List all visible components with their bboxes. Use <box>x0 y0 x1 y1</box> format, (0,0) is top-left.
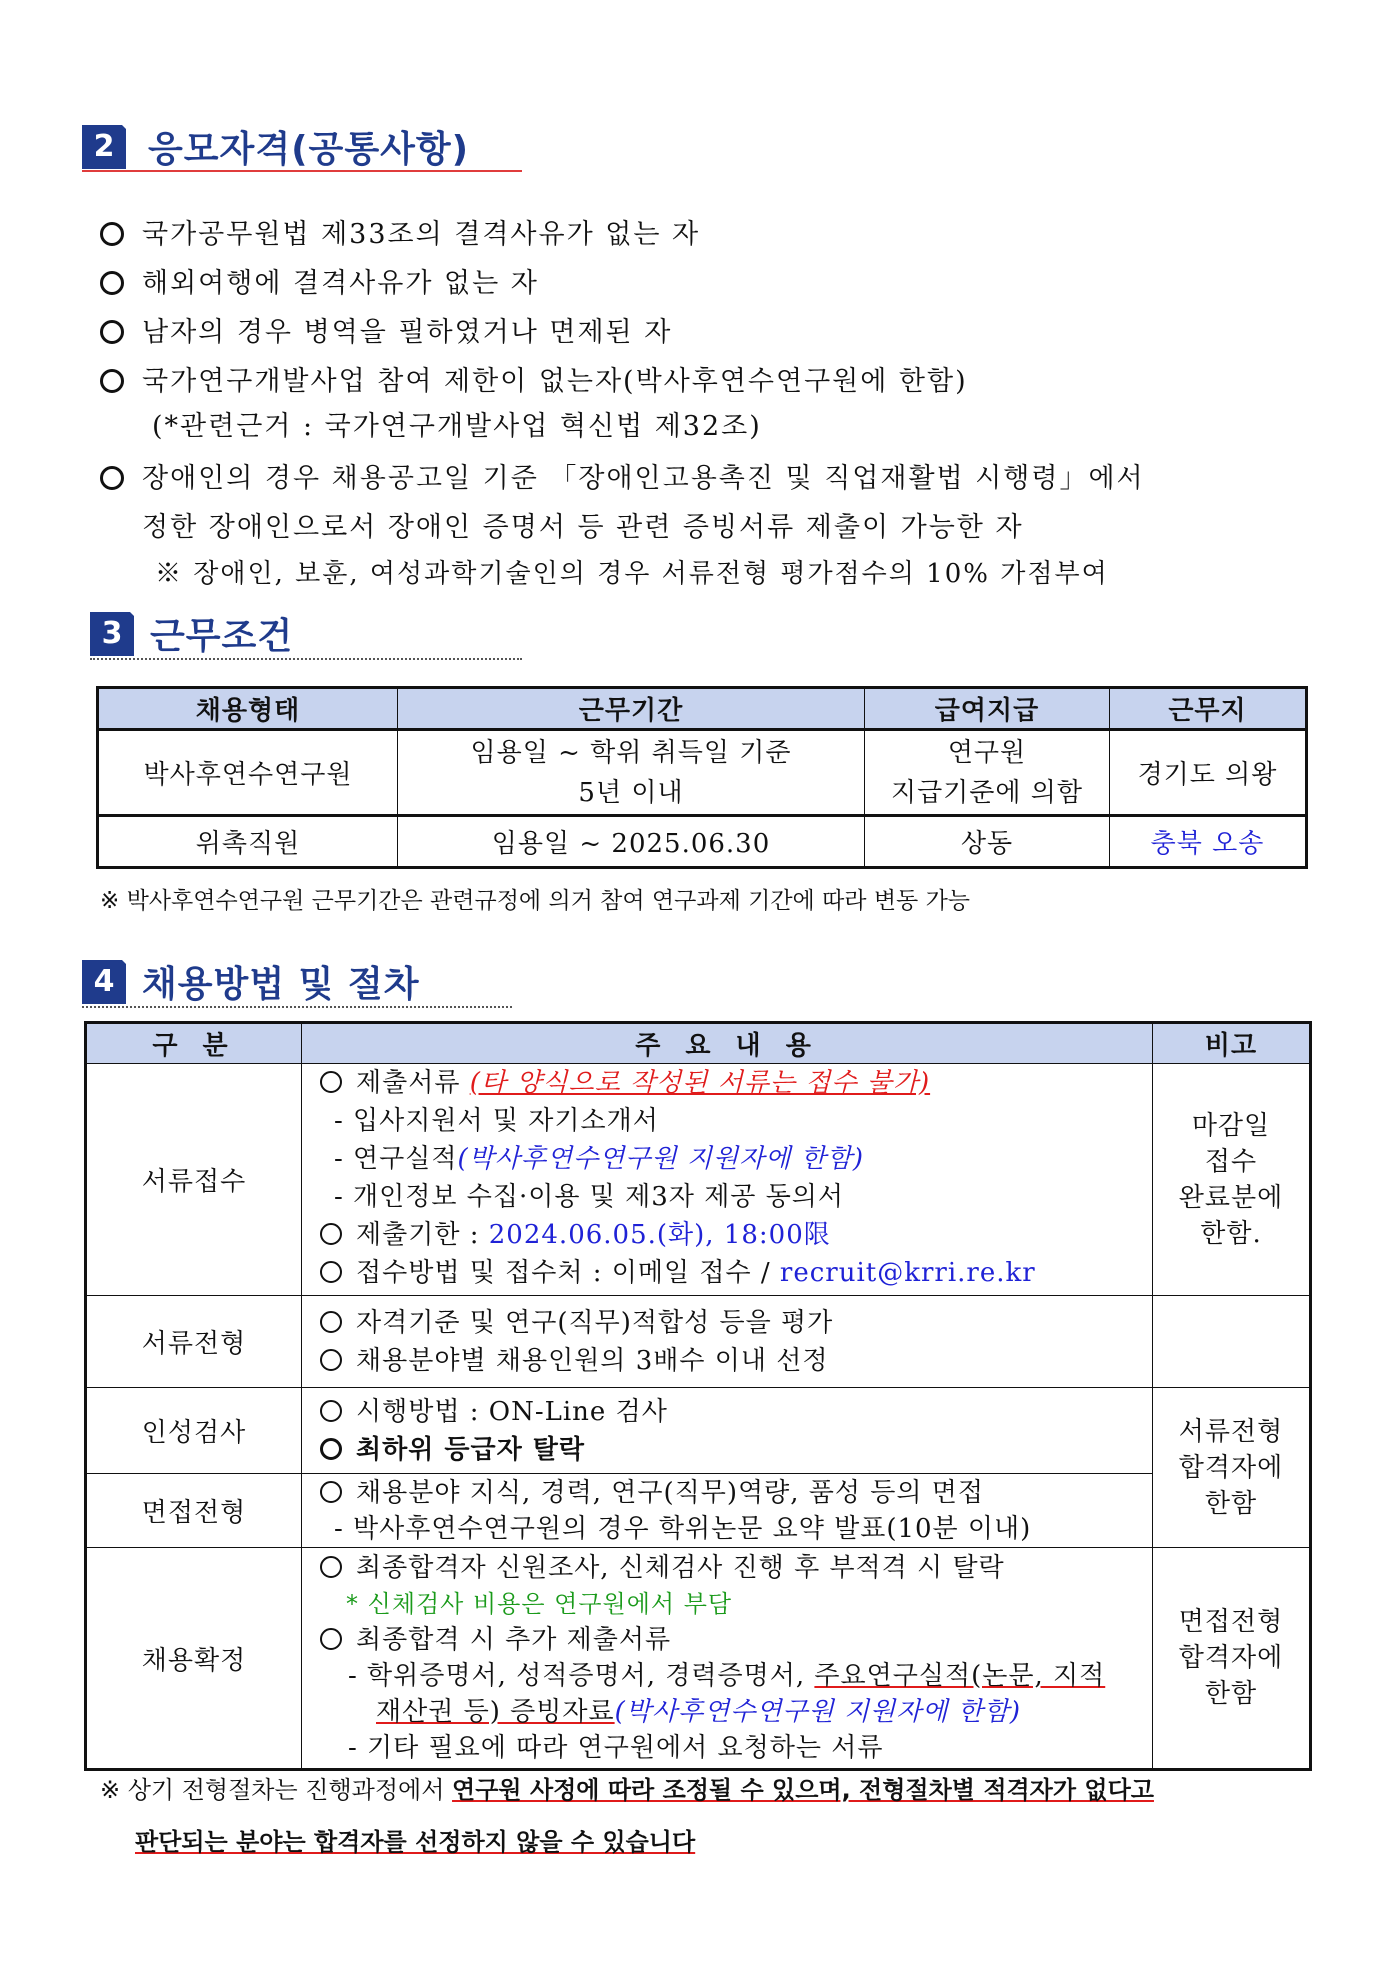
table-cell: 서류접수 <box>86 1064 302 1296</box>
circle-bullet-icon <box>320 1628 342 1650</box>
cell-line: * 신체검사 비용은 연구원에서 부담 <box>346 1590 733 1618</box>
work-conditions-table <box>96 686 1308 869</box>
table-header: 근무기간 <box>398 688 865 730</box>
cell-line: - 개인정보 수집·이용 및 제3자 제공 동의서 <box>334 1182 845 1212</box>
cell-line: 채용분야 지식, 경력, 연구(직무)역량, 품성 등의 면접 <box>320 1475 1152 1511</box>
table-header: 채용형태 <box>98 688 398 730</box>
cell-line: 자격기준 및 연구(직무)적합성 등을 평가 <box>320 1304 1152 1342</box>
table-cell: 임용일 ~ 2025.06.30 <box>398 816 865 868</box>
cell-line: 최종합격자 신원조사, 신체검사 진행 후 부적격 시 탈락 <box>320 1550 1152 1586</box>
circle-bullet-icon <box>100 320 124 344</box>
section-number: 3 <box>90 612 134 656</box>
table-header: 구 분 <box>86 1023 302 1064</box>
table-cell: 상동 <box>865 816 1110 868</box>
table-cell: 면접전형 <box>86 1474 302 1548</box>
cell-line: 지급기준에 의함 <box>890 777 1084 808</box>
circle-bullet-icon <box>320 1400 342 1422</box>
cell-line: - 기타 필요에 따라 연구원에서 요청하는 서류 <box>348 1733 884 1763</box>
table-cell <box>302 1296 1153 1388</box>
table-header: 비고 <box>1153 1023 1311 1064</box>
cell-line: 합격자에 <box>1178 1643 1284 1673</box>
table-row <box>86 1296 1311 1388</box>
section-underline <box>82 1006 512 1008</box>
cell-line: 제출서류 (타 양식으로 작성된 서류는 접수 불가) <box>320 1064 1152 1102</box>
circle-bullet-icon <box>320 1311 342 1333</box>
cell-line: 채용분야별 채용인원의 3배수 이내 선정 <box>320 1342 1152 1380</box>
section-title: 채용방법 및 절차 <box>142 964 420 1005</box>
cell-line: 한함. <box>1200 1218 1262 1249</box>
cell-line: 최종합격 시 추가 제출서류 <box>320 1622 1152 1658</box>
list-item: 국가공무원법 제33조의 결격사유가 없는 자 <box>100 212 700 251</box>
procedure-note-continuation: 판단되는 분야는 합격자를 선정하지 않을 수 있습니다 <box>135 1828 696 1856</box>
table-cell: 서류전형 <box>86 1296 302 1388</box>
cell-line: 면접전형 <box>1178 1607 1284 1637</box>
circle-bullet-icon <box>320 1349 342 1371</box>
cell-line: 마감일 <box>1191 1110 1271 1141</box>
circle-bullet-icon <box>320 1223 342 1245</box>
table-cell: 충북 오송 <box>1110 816 1307 868</box>
circle-bullet-icon <box>100 369 124 393</box>
cell-line: 접수 <box>1204 1146 1258 1177</box>
circle-bullet-icon <box>100 222 124 246</box>
list-item: 해외여행에 결격사유가 없는 자 <box>100 261 539 300</box>
cell-line: 5년 이내 <box>578 777 684 808</box>
table-row <box>86 1064 1311 1296</box>
work-period-note: ※ 박사후연수연구원 근무기간은 관련규정에 의거 참여 연구과제 기간에 따라 변동 가능 <box>100 888 971 914</box>
cell-line: 합격자에 <box>1178 1452 1284 1483</box>
cell-line: - 박사후연수연구원의 경우 학위논문 요약 발표(10분 이내) <box>334 1513 1032 1544</box>
section-3-header <box>90 608 293 659</box>
section-underline <box>82 170 522 172</box>
bonus-note: ※ 장애인, 보훈, 여성과학기술인의 경우 서류전형 평가점수의 10% 가점부여 <box>155 559 1109 589</box>
table-cell <box>1153 1388 1311 1548</box>
section-title: 근무조건 <box>150 616 294 657</box>
circle-bullet-icon <box>320 1438 342 1460</box>
cell-line: 재산권 등) 증빙자료(박사후연수연구원 지원자에 한함) <box>376 1697 1022 1727</box>
circle-bullet-icon <box>100 466 124 490</box>
table-cell: 박사후연수연구원 <box>98 730 398 816</box>
table-row <box>86 1474 1311 1548</box>
table-cell <box>1153 1548 1311 1770</box>
cell-line: 시행방법 : ON-Line 검사 <box>320 1393 1152 1431</box>
cell-line: 최하위 등급자 탈락 <box>320 1431 1152 1469</box>
circle-bullet-icon <box>320 1071 342 1093</box>
list-item-continuation: 정한 장애인으로서 장애인 증명서 등 관련 증빙서류 제출이 가능한 자 <box>142 512 1024 543</box>
table-row <box>86 1548 1311 1770</box>
section-number: 4 <box>82 960 126 1004</box>
circle-bullet-icon <box>320 1556 342 1578</box>
table-cell <box>398 730 865 816</box>
list-item: 국가연구개발사업 참여 제한이 없는자(박사후연수연구원에 한함) <box>100 359 968 398</box>
table-header: 주 요 내 용 <box>302 1023 1153 1064</box>
table-cell <box>302 1064 1153 1296</box>
cell-line: 접수방법 및 접수처 : 이메일 접수 / recruit@krri.re.kr <box>320 1254 1152 1292</box>
table-row <box>86 1388 1311 1474</box>
table-header: 급여지급 <box>865 688 1110 730</box>
cell-line: - 입사지원서 및 자기소개서 <box>334 1106 659 1136</box>
list-item: 남자의 경우 병역을 필하였거나 면제된 자 <box>100 310 672 349</box>
cell-line: 서류전형 <box>1178 1416 1284 1447</box>
table-cell: 경기도 의왕 <box>1110 730 1307 816</box>
section-underline <box>90 658 522 660</box>
table-cell: 위촉직원 <box>98 816 398 868</box>
procedure-note: ※ 상기 전형절차는 진행과정에서 연구원 사정에 따라 조정될 수 있으며, 전형절차별 적격자가 없다고 <box>100 1776 1154 1804</box>
section-4-header <box>82 956 420 1007</box>
list-item: 장애인의 경우 채용공고일 기준 「장애인고용촉진 및 직업재활법 시행령」에서 <box>100 456 1145 495</box>
table-cell: 인성검사 <box>86 1388 302 1474</box>
cell-line: 한함 <box>1204 1488 1258 1519</box>
table-row <box>98 816 1307 868</box>
section-number: 2 <box>82 125 126 169</box>
cell-line: - 연구실적(박사후연수연구원 지원자에 한함) <box>334 1144 864 1174</box>
procedure-table <box>84 1021 1312 1771</box>
table-cell: 채용확정 <box>86 1548 302 1770</box>
cell-line: - 학위증명서, 성적증명서, 경력증명서, 주요연구실적(논문, 지적 <box>348 1661 1106 1691</box>
table-cell <box>865 730 1110 816</box>
list-sub-note: (*관련근거 : 국가연구개발사업 혁신법 제32조) <box>152 411 762 442</box>
table-header: 근무지 <box>1110 688 1307 730</box>
cell-line: 제출기한 : 2024.06.05.(화), 18:00限 <box>320 1216 1152 1254</box>
table-cell <box>302 1548 1153 1770</box>
section-title: 응모자격(공통사항) <box>148 129 470 170</box>
cell-line: 한함 <box>1204 1679 1258 1709</box>
table-row <box>98 730 1307 816</box>
table-cell <box>1153 1064 1311 1296</box>
table-cell <box>1153 1296 1311 1388</box>
table-cell <box>302 1388 1153 1474</box>
circle-bullet-icon <box>100 271 124 295</box>
table-cell <box>302 1474 1153 1548</box>
cell-line: 연구원 <box>947 737 1027 768</box>
circle-bullet-icon <box>320 1481 342 1503</box>
section-2-header <box>82 121 469 172</box>
cell-line: 임용일 ~ 학위 취득일 기준 <box>470 737 792 768</box>
cell-line: 완료분에 <box>1178 1182 1284 1213</box>
circle-bullet-icon <box>320 1261 342 1283</box>
